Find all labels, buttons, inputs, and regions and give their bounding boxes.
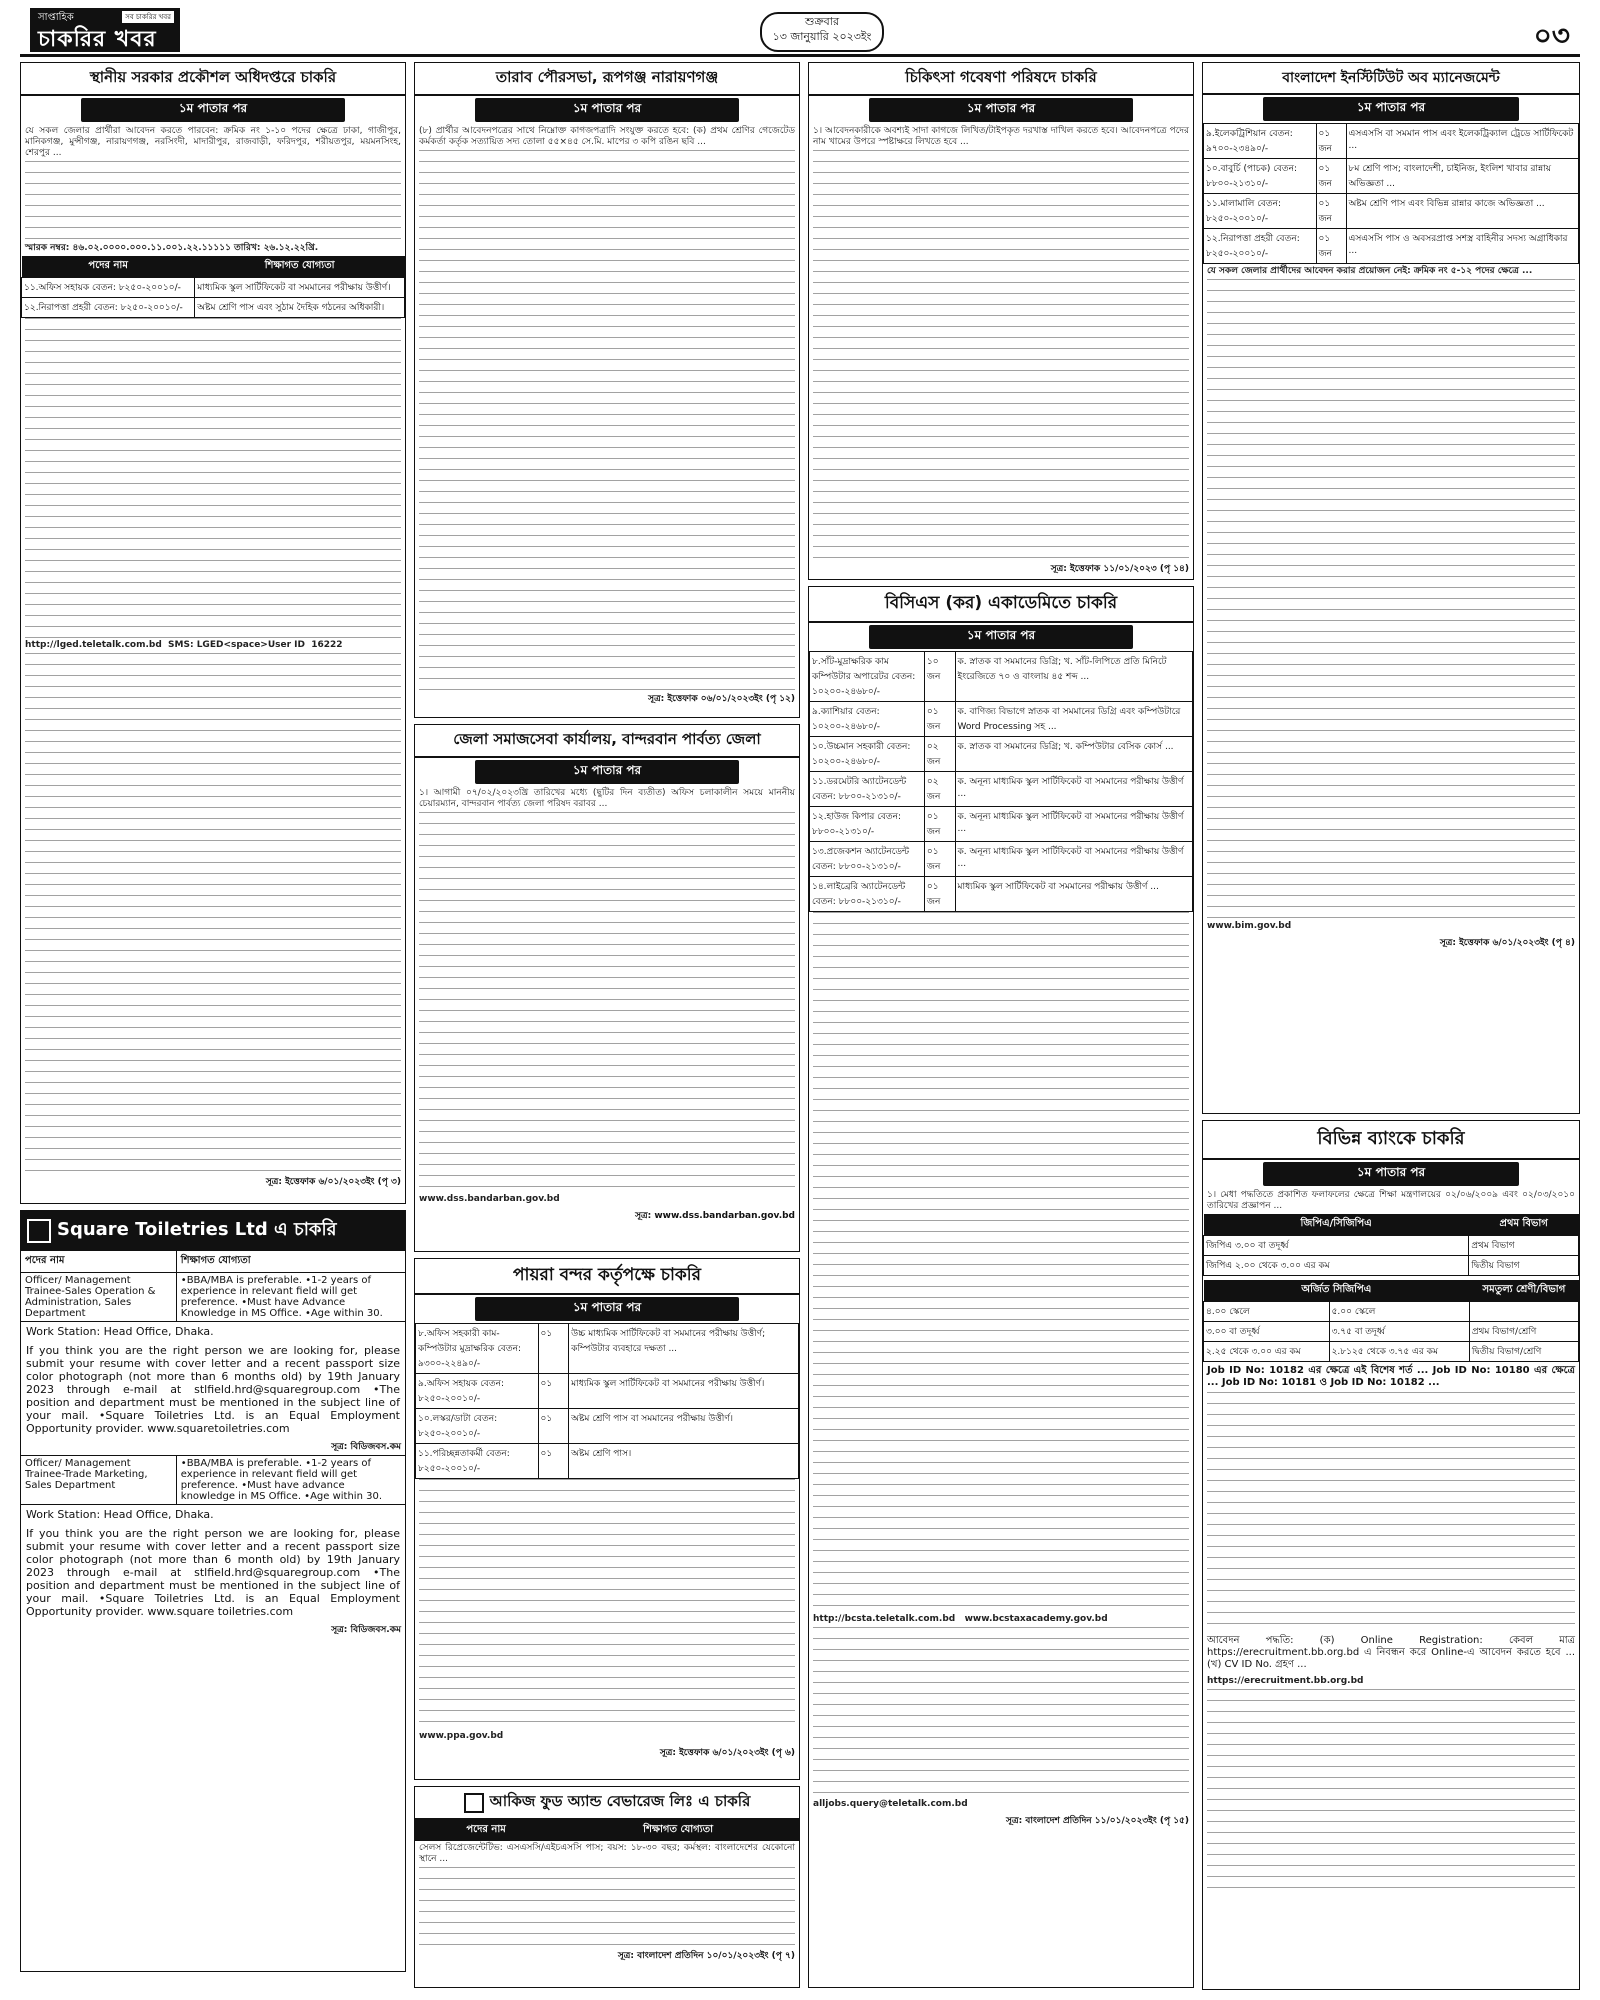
bim-r1-qual: এসএসসি বা সমমান পাস এবং ইলেকট্রিক্যাল ট্রেডে সার্টিফিকেট ... (1346, 124, 1579, 159)
logo-title: চাকরির খবর (38, 27, 157, 52)
table-row (416, 1374, 799, 1409)
bank-title: বিভিন্ন ব্যাংকে চাকরি (1203, 1121, 1579, 1160)
lged-intro: যে সকল জেলার প্রার্থীরা আবেদন করতে পারবেন: ক্রমিক নং ১-১০ পদের ক্ষেত্রে ঢাকা, গাজীপুর, মানিকগঞ্জ, মুন্সীগঞ্জ, নারায়ণগঞ্জ, নরসিংদী, মাদারীপুর, রাজবাড়ী, ফরিদপুর, শরীয়তপুর, ময়মনসিংহ, শেরপুর ... (25, 126, 404, 158)
lged-source: সূত্র: ইত্তেফাক ৬/০১/২০২৩ইং (পৃ ৩) (265, 1177, 401, 1187)
bcs-r2-post: ৯.ক্যাশিয়ার বেতন: ১০২০০-২৪৬৮০/- (810, 702, 925, 737)
square-table-header (21, 1250, 405, 1272)
lged-post-table (21, 256, 405, 318)
table-row (810, 877, 1193, 912)
bank-t1-r2c1: জিপিএ ২.০০ থেকে ৩.০০ এর কম (1204, 1256, 1469, 1276)
tarab-intro: (৮) প্রার্থীর আবেদনপত্রের সাথে নিম্নোক্ত কাগজপত্রাদি সংযুক্ত করতে হবে: (ক) প্রথম শ্রেণির গেজেটেড কর্মকর্তা কর্তৃক সত্যায়িত সদ্য তোলা ৫৫×৪৫ সে.মি. মাপের ৩ কপি রঙিন ছবি ... (419, 126, 798, 147)
bank-subtitle: ১ম পাতার পর (1263, 1162, 1519, 1186)
payra-r1-num: ০১ (538, 1324, 569, 1374)
square-station-2: Work Station: Head Office, Dhaka. (21, 1504, 405, 1524)
bim-r1-post: ৯.ইলেকট্রিশিয়ান বেতন: ৯৭০০-২৩৪৯০/- (1204, 124, 1317, 159)
payra-r1-qual: উচ্চ মাধ্যমিক সার্টিফিকেট বা সমমানের পরীক্ষায় উত্তীর্ণ; কম্পিউটার ব্যবহারে দক্ষতা ... (569, 1324, 799, 1374)
lged-th-post: পদের নাম (22, 256, 195, 278)
bcs-r1-qual: ক. স্নাতক বা সমমানের ডিগ্রি; খ. সাঁট-লিপিতে প্রতি মিনিটে ইংরেজিতে ৭০ ও বাংলায় ৪৫ শব্দ ... (955, 652, 1192, 702)
bank-t2-r2c2: ৩.৭৫ বা তদূর্ধ্ব (1329, 1322, 1469, 1342)
bim-subtitle: ১ম পাতার পর (1263, 97, 1519, 121)
bcs-r3-qual: ক. স্নাতক বা সমমানের ডিগ্রি; খ. কম্পিউটার বেসিক কোর্স ... (955, 737, 1192, 772)
bim-r2-qual: ৮ম শ্রেণি পাস; বাংলাদেশী, চাইনিজ, ইংলিশ খাবার রান্নায় অভিজ্ঞতা ... (1346, 159, 1579, 194)
square-r2-post: Officer/ Management Trainee-Trade Marketing, Sales Department (21, 1456, 177, 1504)
payra-r2-qual: মাধ্যমিক স্কুল সার্টিফিকেট বা সমমানের পরীক্ষায় উত্তীর্ণ। (569, 1374, 799, 1409)
payra-source: সূত্র: ইত্তেফাক ৬/০১/২০২৩ইং (পৃ ৬) (659, 1748, 795, 1758)
day-label: শুক্রবার (804, 15, 840, 28)
bank-t2-r2c3: প্রথম বিভাগ/শ্রেণি (1469, 1322, 1578, 1342)
payra-r4-post: ১১.পরিচ্ছন্নতাকর্মী বেতন: ৮২৫০-২০০১০/- (416, 1444, 539, 1479)
akij-title: আকিজ ফুড অ্যান্ড বেভারেজ লিঃ এ চাকরি (489, 1792, 751, 1810)
bank-t2-r1c1: ৪.০০ স্কেলে (1204, 1302, 1330, 1322)
date-badge (760, 12, 884, 52)
table-row (1204, 1256, 1579, 1276)
column-1 (20, 62, 406, 1992)
table-row (1204, 1236, 1579, 1256)
table-row (810, 772, 1193, 807)
square-th-post: পদের নাম (21, 1251, 177, 1272)
square-source: সূত্র: বিডিজবস.কম (331, 1442, 401, 1452)
bank-gpa-table (1203, 1214, 1579, 1276)
bmrc-text-area (809, 150, 1193, 560)
payra-subtitle: ১ম পাতার পর (475, 1297, 739, 1321)
bim-r2-post: ১০.বাবুর্চি (পাচক) বেতন: ৮৮০০-২১৩১০/- (1204, 159, 1317, 194)
bcs-title: বিসিএস (কর) একাডেমিতে চাকরি (809, 587, 1193, 623)
table-row (416, 1409, 799, 1444)
lged-r2-qual: অষ্টম শ্রেণি পাস এবং সুঠাম দৈহিক গঠনের অধিকারী। (195, 298, 405, 318)
bcs-text-area (809, 912, 1193, 1612)
bim-ad (1202, 62, 1580, 1114)
akij-logo-icon (464, 1793, 484, 1813)
lged-text-area-2 (21, 318, 405, 638)
akij-header (415, 1787, 799, 1820)
bcs-r6-post: ১৩.প্রজেকশন অ্যাটেনডেন্ট বেতন: ৮৮০০-২১৩১০/- (810, 842, 925, 877)
bank-t2-r3c2: ২.৮১২৫ থেকে ৩.৭৫ এর কম (1329, 1342, 1469, 1362)
column-4 (1202, 62, 1580, 1992)
payra-r1-post: ৮.অফিস সহকারী কাম-কম্পিউটার মুদ্রাক্ষরিক বেতন: ৯৩০০-২২৪৯০/- (416, 1324, 539, 1374)
table-row (416, 1324, 799, 1374)
square-header (21, 1211, 405, 1250)
bmrc-intro: ১। আবেদনকারীকে অবশ্যই সাদা কাগজে লিখিত/টাইপকৃত দরখাস্ত দাখিল করতে হবে। আবেদনপত্রে পদের নাম খামের উপরে স্পষ্টাক্ষরে লিখতে হবে ... (813, 126, 1192, 147)
bcs-r5-post: ১২.হাউজ কিপার বেতন: ৮৮০০-২১৩১০/- (810, 807, 925, 842)
payra-r3-qual: অষ্টম শ্রেণি পাস বা সমমানের পরীক্ষায় উত্তীর্ণ। (569, 1409, 799, 1444)
lged-text-area-3 (21, 653, 405, 1173)
square-r1-qual: •BBA/MBA is preferable. •1-2 years of experience in relevant field will get preference. •Must have Advance Knowledge in MS Office. •Age within 30. (180, 1275, 383, 1319)
bank-jobid: Job ID No: 10182 এর ক্ষেত্রে এই বিশেষ শর্ত ... Job ID No: 10180 এর ক্ষেত্রে ... Job ID No: 10181 ও Job ID No: 10182 ... (1207, 1365, 1575, 1388)
payra-r4-qual: অষ্টম শ্রেণি পাস। (569, 1444, 799, 1479)
square-r1-post: Officer/ Management Trainee-Sales Operation & Administration, Sales Department (21, 1273, 177, 1321)
bank-intro: ১। মেধা পদ্ধতিতে প্রকাশিত ফলাফলের ক্ষেত্রে শিক্ষা মন্ত্রণালয়ের ০২/০৬/২০০৯ এবং ০২/০৩/২০১০ তারিখের প্রজ্ঞাপন ... (1207, 1190, 1578, 1211)
table-row (22, 278, 405, 298)
bank-body: আবেদন পদ্ধতি: (ক) Online Registration: কেবল মাত্র https://erecruitment.bb.org.bd এ নিবন্ধন করে Online-এ আবেদন করতে হবে ... (খ) CV ID No. গ্রহণ ... (1207, 1635, 1575, 1670)
bcs-r7-num: ০১ জন (924, 877, 955, 912)
jss-title: জেলা সমাজসেবা কার্যালয়, বান্দরবান পার্বত্য জেলা (415, 725, 799, 758)
bcs-r4-num: ০২ জন (924, 772, 955, 807)
bcs-subtitle: ১ম পাতার পর (869, 625, 1133, 649)
jss-url: www.dss.bandarban.gov.bd (419, 1194, 560, 1204)
lged-r2-post: ১২.নিরাপত্তা প্রহরী বেতন: ৮২৫০-২০০১০/- (22, 298, 195, 318)
bcs-urls: http://bcsta.teletalk.com.bd www.bcstaxacademy.gov.bd (813, 1614, 1108, 1624)
bim-body: যে সকল জেলার প্রার্থীদের আবেদন করার প্রয়োজন নেই: ক্রমিক নং ৫-১২ পদের ক্ষেত্রে ... (1207, 266, 1533, 276)
bim-post-table (1203, 123, 1579, 264)
tarab-text-area (415, 150, 799, 690)
payra-r3-post: ১০.লস্কর/ডাটা বেতন: ৮২৫০-২০০১০/- (416, 1409, 539, 1444)
date-label: ১৩ জানুয়ারি ২০২৩ইং (772, 30, 872, 43)
table-row (1204, 159, 1579, 194)
bcs-r4-qual: ক. অনূন্য মাধ্যমিক স্কুল সার্টিফিকেট বা সমমানের পরীক্ষায় উত্তীর্ণ ... (955, 772, 1192, 807)
bcs-r6-num: ০১ জন (924, 842, 955, 877)
column-3 (808, 62, 1194, 1992)
table-row (1204, 194, 1579, 229)
bank-text-area (1203, 1392, 1579, 1632)
bank-t2-r2c1: ৩.০০ বা তদূর্ধ্ব (1204, 1322, 1330, 1342)
bcs-source: সূত্র: বাংলাদেশ প্রতিদিন ১১/০১/২০২৩ইং (পৃ ১৫) (1006, 1816, 1189, 1826)
page-number: ০৩ (1533, 19, 1570, 52)
payra-r3-num: ০১ (538, 1409, 569, 1444)
lged-memo: স্মারক নম্বর: ৪৬.০২.০০০০.০০০.১১.০০১.২২.১১১১১ তারিখ: ২৬.১২.২২খ্রি. (25, 243, 319, 253)
bcs-r2-num: ০১ জন (924, 702, 955, 737)
bank-t1-r1c2: প্রথম বিভাগ (1469, 1236, 1579, 1256)
jss-ad (414, 724, 800, 1252)
bcs-r3-post: ১০.উচ্চমান সহকারী বেতন: ১০২০০-২৪৬৮০/- (810, 737, 925, 772)
payra-post-table (415, 1323, 799, 1479)
payra-r4-num: ০১ (538, 1444, 569, 1479)
lged-subtitle: ১ম পাতার পর (81, 98, 345, 122)
masthead (20, 8, 1580, 57)
akij-th-qual: শিক্ষাগত যোগ্যতা (557, 1820, 799, 1841)
bank-ad (1202, 1120, 1580, 1990)
table-row (810, 652, 1193, 702)
payra-text-area (415, 1479, 799, 1729)
table-row (416, 1444, 799, 1479)
payra-title: পায়রা বন্দর কর্তৃপক্ষে চাকরি (415, 1259, 799, 1295)
payra-ad (414, 1258, 800, 1780)
square-logo-icon (27, 1219, 51, 1243)
bim-title: বাংলাদেশ ইনস্টিটিউট অব ম্যানেজমেন্ট (1203, 63, 1579, 95)
square-th-qual: শিক্ষাগত যোগ্যতা (180, 1255, 251, 1266)
table-row (1204, 1322, 1579, 1342)
lged-text-area (21, 161, 405, 241)
table-row (810, 842, 1193, 877)
lged-title: স্থানীয় সরকার প্রকৌশল অধিদপ্তরে চাকরি (21, 63, 405, 96)
bank-t1-r2c2: দ্বিতীয় বিভাগ (1469, 1256, 1579, 1276)
bim-r4-post: ১২.নিরাপত্তা প্রহরী বেতন: ৮২৫০-২০০১০/- (1204, 229, 1317, 264)
bcs-r1-num: ১০ জন (924, 652, 955, 702)
tarab-subtitle: ১ম পাতার পর (475, 98, 739, 122)
bmrc-ad (808, 62, 1194, 580)
bcs-r5-num: ০১ জন (924, 807, 955, 842)
akij-ad (414, 1786, 800, 1988)
table-row (22, 298, 405, 318)
bank-t2-r1c3 (1469, 1302, 1578, 1322)
jss-text-area (415, 812, 799, 1192)
square-source-2: সূত্র: বিডিজবস.কম (331, 1625, 401, 1635)
payra-r2-num: ০১ (538, 1374, 569, 1409)
lged-ad (20, 62, 406, 1204)
square-body-2: If you think you are the right person we are looking for, please submit your resume with cover letter and a recent passport size color photograph (not more than 6 month old) by 19th January 2023 through e-mail at stlfield.hrd@squaregroup.com •The position and department must be mentioned in the subject line of your mail. •Square Toiletries Ltd. is an Equal Employment Opportunity provider. www.square toiletries.com (26, 1527, 400, 1618)
tarab-title: তারাব পৌরসভা, রূপগঞ্জ নারায়ণগঞ্জ (415, 63, 799, 96)
bcs-r4-post: ১১.ডরমেটরি অ্যাটেনডেন্ট বেতন: ৮৮০০-২১৩১০/- (810, 772, 925, 807)
bank-cgpa-table (1203, 1280, 1579, 1362)
lged-r1-post: ১১.অফিস সহায়ক বেতন: ৮২৫০-২০০১০/- (22, 278, 195, 298)
bank-t1-r1c1: জিপিএ ৩.০০ বা তদূর্ধ্ব (1204, 1236, 1469, 1256)
bank-t1-h1: জিপিএ/সিজিপিএ (1204, 1214, 1469, 1236)
lged-th-qual: শিক্ষাগত যোগ্যতা (195, 256, 405, 278)
bcs-r3-num: ০২ জন (924, 737, 955, 772)
bmrc-subtitle: ১ম পাতার পর (869, 98, 1133, 122)
bank-text-area-2 (1203, 1689, 1579, 1889)
square-title: Square Toiletries Ltd এ চাকরি (57, 1219, 337, 1240)
lged-urls: http://lged.teletalk.com.bd SMS: LGED<space>User ID 16222 (25, 640, 343, 650)
bim-url: www.bim.gov.bd (1207, 921, 1292, 931)
tarab-source: সূত্র: ইত্তেফাক ০৬/০১/২০২৩ইং (পৃ ১২) (648, 694, 795, 704)
table-row (810, 807, 1193, 842)
bank-url: https://erecruitment.bb.org.bd (1207, 1676, 1364, 1686)
bcs-r7-qual: মাধ্যমিক স্কুল সার্টিফিকেট বা সমমানের পরীক্ষায় উত্তীর্ণ ... (955, 877, 1192, 912)
bcs-ad (808, 586, 1194, 1988)
bank-t2-h2: সমতুল্য শ্রেণী/বিভাগ (1469, 1280, 1578, 1302)
bcs-r6-qual: ক. অনূন্য মাধ্যমিক স্কুল সার্টিফিকেট বা সমমানের পরীক্ষায় উত্তীর্ণ ... (955, 842, 1192, 877)
jss-source: সূত্র: www.dss.bandarban.gov.bd (635, 1211, 795, 1221)
bmrc-source: সূত্র: ইত্তেফাক ১১/০১/২০২৩ (পৃ ১৪) (1050, 564, 1189, 574)
akij-table (415, 1820, 799, 1841)
bank-t2-r1c2: ৫.০০ স্কেলে (1329, 1302, 1469, 1322)
bim-r4-num: ০১ জন (1316, 229, 1346, 264)
table-row (1204, 1302, 1579, 1322)
bank-t2-r3c1: ২.২৫ থেকে ৩.০০ এর কম (1204, 1342, 1330, 1362)
logo-tagline: সব চাকরির খবর (122, 11, 174, 23)
bim-r3-num: ০১ জন (1316, 194, 1346, 229)
logo-small-text: সাপ্তাহিক (38, 12, 74, 23)
bcs-r7-post: ১৪.লাইব্রেরি অ্যাটেনডেন্ট বেতন: ৮৮০০-২১৩১০/- (810, 877, 925, 912)
table-row (810, 702, 1193, 737)
bim-r2-num: ০১ জন (1316, 159, 1346, 194)
payra-url: www.ppa.gov.bd (419, 1731, 504, 1741)
bim-source: সূত্র: ইত্তেফাক ৬/০১/২০২৩ইং (পৃ ৪) (1439, 938, 1575, 948)
table-row (810, 737, 1193, 772)
bcs-post-table (809, 651, 1193, 912)
table-row (1204, 124, 1579, 159)
bim-text-area (1203, 279, 1579, 919)
jss-intro: ১। আগামী ০৭/০২/২০২৩খ্রি তারিখের মধ্যে (ছুটির দিন ব্যতীত) অফিস চলাকালীন সময়ে মাননীয় চেয়ারম্যান, বান্দরবান পার্বত্য জেলা পরিষদ বরাবর ... (419, 788, 798, 809)
bim-r3-post: ১১.মালামালি বেতন: ৮২৫০-২০০১০/- (1204, 194, 1317, 229)
bank-t2-r3c3: দ্বিতীয় বিভাগ/শ্রেণি (1469, 1342, 1578, 1362)
table-row (21, 1455, 405, 1504)
bank-t2-h1: অর্জিত সিজিপিএ (1204, 1280, 1470, 1302)
bcs-email: alljobs.query@teletalk.com.bd (813, 1799, 968, 1809)
bcs-r1-post: ৮.সাঁট-মুদ্রাক্ষরিক কাম কম্পিউটার অপারেটর বেতন: ১০২০০-২৪৬৮০/- (810, 652, 925, 702)
bcs-r2-qual: ক. বাণিজ্য বিভাগে স্নাতক বা সমমানের ডিগ্রি এবং কম্পিউটারে Word Processing সহ ... (955, 702, 1192, 737)
lged-r1-qual: মাধ্যমিক স্কুল সার্টিফিকেট বা সমমানের পরীক্ষায় উত্তীর্ণ। (195, 278, 405, 298)
square-ad (20, 1210, 406, 1972)
square-r2-qual: •BBA/MBA is preferable. •1-2 years of experience in relevant field will get preference. •Must have advance knowledge in MS Office. •Age within 30. (180, 1458, 383, 1502)
bim-r1-num: ০১ জন (1316, 124, 1346, 159)
table-row (1204, 1342, 1579, 1362)
logo (30, 8, 180, 52)
payra-r2-post: ৯.অফিস সহায়ক বেতন: ৮২৫০-২০০১০/- (416, 1374, 539, 1409)
akij-intro: সেলস রিপ্রেজেন্টেটিভ: এসএসসি/এইচএসসি পাস; বয়স: ১৮-৩০ বছর; কর্মস্থল: বাংলাদেশের যেকোনো স্থানে ... (419, 1843, 798, 1864)
bank-t1-h2: প্রথম বিভাগ (1469, 1214, 1579, 1236)
square-station: Work Station: Head Office, Dhaka. (21, 1321, 405, 1341)
akij-th-post: পদের নাম (415, 1820, 557, 1841)
square-body: If you think you are the right person we are looking for, please submit your resume with cover letter and a recent passport size color photograph (not more than 6 months old) by 19th January 2023 through e-mail at stlfield.hrd@squaregroup.com •The position and department must be mentioned in the subject line of your mail. •Square Toiletries Ltd. is an Equal Employment Opportunity provider. www.squaretoiletries.com (26, 1344, 400, 1435)
bim-r4-qual: এসএসসি পাস ও অবসরপ্রাপ্ত সশস্ত্র বাহিনীর সদস্য অগ্রাধিকার ... (1346, 229, 1579, 264)
bcs-text-area-2 (809, 1627, 1193, 1797)
akij-source: সূত্র: বাংলাদেশ প্রতিদিন ১০/০১/২০২৩ইং (পৃ ৭) (617, 1951, 795, 1961)
jss-subtitle: ১ম পাতার পর (475, 760, 739, 784)
bmrc-title: চিকিৎসা গবেষণা পরিষদে চাকরি (809, 63, 1193, 96)
bim-r3-qual: অষ্টম শ্রেণি পাস এবং বিভিন্ন রান্নার কাজে অভিজ্ঞতা ... (1346, 194, 1579, 229)
bcs-r5-qual: ক. অনূন্য মাধ্যমিক স্কুল সার্টিফিকেট বা সমমানের পরীক্ষায় উত্তীর্ণ ... (955, 807, 1192, 842)
column-2 (414, 62, 800, 1992)
akij-text-area (415, 1867, 799, 1947)
table-row (1204, 229, 1579, 264)
table-row (21, 1272, 405, 1321)
tarab-ad (414, 62, 800, 718)
